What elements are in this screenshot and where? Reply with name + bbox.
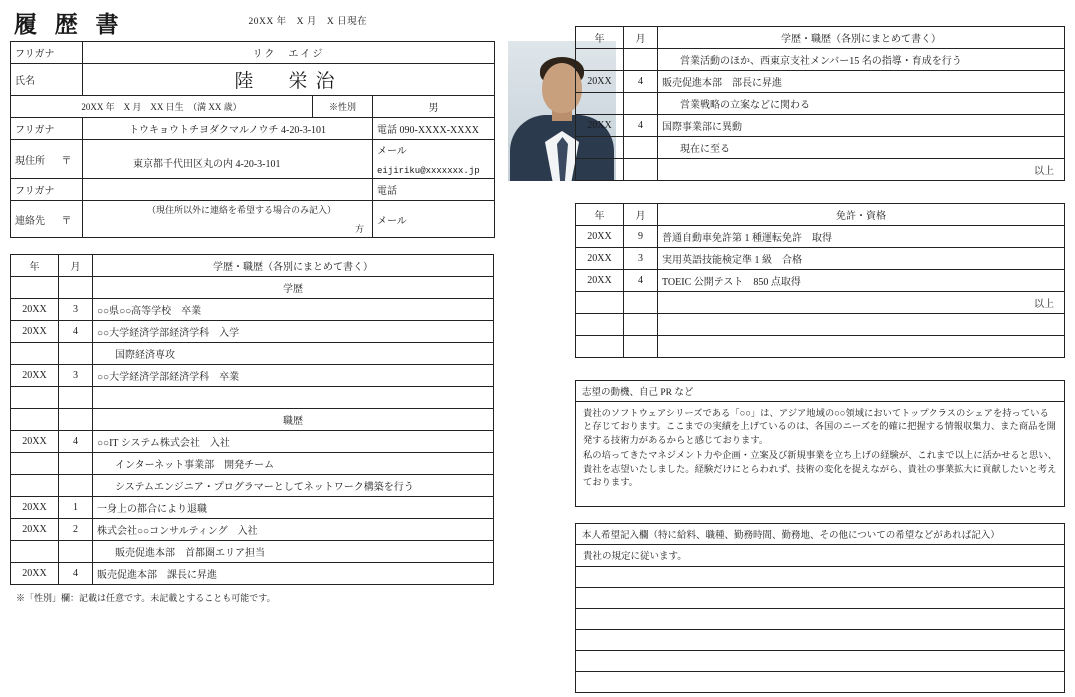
mail-value: eijiriku@xxxxxxx.jp xyxy=(377,166,480,176)
cell-year: 20XX xyxy=(576,270,624,292)
requests-lines xyxy=(576,545,1064,692)
cell-year xyxy=(576,336,624,358)
requests-line xyxy=(576,671,1064,692)
cell-month: 4 xyxy=(59,431,93,453)
cell-content: 以上 xyxy=(658,292,1065,314)
cell-year: 20XX xyxy=(576,115,624,137)
postal-mark: 〒 xyxy=(61,155,72,167)
address-value: 東京都千代田区丸の内 4-20-3-101 xyxy=(133,158,281,170)
cell-year: 20XX xyxy=(11,299,59,321)
cell-content: ○○大学経済学部経済学科 卒業 xyxy=(93,365,494,387)
cell-content: インターネット事業部 開発チーム xyxy=(93,453,494,475)
motivation-heading: 志望の動機、自己 PR など xyxy=(576,381,1064,402)
tel-value: 090-XXXX-XXXX xyxy=(399,125,479,136)
history-left-body xyxy=(11,277,494,585)
contact-mail-label: メール xyxy=(377,215,407,227)
mail-label: メール xyxy=(377,146,407,157)
motivation-paragraph: 貴社のソフトウェアシリーズである「○○」は、アジア地域の○○領域においてトップクラスのシェアを持っていると存じております。ここまでの実績を上げているのは、各国のニーズを的確に把握する情報収集力、また商品を開発する技術力があるからと感じております。 xyxy=(583,409,1056,446)
cell-year xyxy=(576,137,624,159)
cell-content: 営業戦略の立案などに関わる xyxy=(658,93,1065,115)
gender-label: ※性別 xyxy=(313,96,373,118)
cell-year xyxy=(11,409,59,431)
cell-content xyxy=(658,336,1065,358)
contact-mail-cell xyxy=(373,201,495,238)
cell-month xyxy=(624,292,658,314)
mail-cell xyxy=(373,140,495,179)
cell-year xyxy=(576,49,624,71)
cell-year: 20XX xyxy=(11,365,59,387)
table-row xyxy=(576,270,1065,292)
cell-content: TOEIC 公開テスト 850 点取得 xyxy=(658,270,1065,292)
cell-month: 2 xyxy=(59,519,93,541)
motivation-body xyxy=(576,402,1064,506)
address-value-cell xyxy=(83,140,373,179)
furigana-label: フリガナ xyxy=(11,42,83,64)
requests-line xyxy=(576,566,1064,587)
tel-cell xyxy=(373,118,495,140)
column-header-month: 月 xyxy=(624,204,658,226)
column-header-month: 月 xyxy=(59,255,93,277)
cell-content: 以上 xyxy=(658,159,1065,181)
column-header-license: 免許・資格 xyxy=(658,204,1065,226)
table-row xyxy=(11,201,495,238)
birth-date: 20XX 年 X 月 XX 日生 （満 XX 歳） xyxy=(11,96,313,118)
cell-content xyxy=(658,314,1065,336)
list-item xyxy=(576,671,1064,692)
furigana-name: リク エイジ xyxy=(83,42,495,64)
requests-line xyxy=(576,629,1064,650)
work-history-continued-table xyxy=(575,26,1065,181)
cell-month xyxy=(59,277,93,299)
requests-heading: 本人希望記入欄（特に給料、職種、勤務時間、勤務地、その他についての希望などがあれば記入） xyxy=(576,524,1064,545)
cell-month: 4 xyxy=(624,270,658,292)
address-furigana-label: フリガナ xyxy=(11,118,83,140)
cell-year xyxy=(576,314,624,336)
table-row xyxy=(11,431,494,453)
table-row xyxy=(576,137,1065,159)
applicant-name: 陸 栄治 xyxy=(83,64,495,96)
cell-content: 国際経済専攻 xyxy=(93,343,494,365)
cell-year xyxy=(576,93,624,115)
contact-note: （現住所以外に連絡を希望する場合のみ記入） xyxy=(147,205,337,215)
cell-year xyxy=(11,453,59,475)
cell-month xyxy=(624,49,658,71)
table-row xyxy=(11,64,495,96)
column-header-year: 年 xyxy=(576,27,624,49)
contact-label: 連絡先 xyxy=(15,215,45,227)
personal-info-block xyxy=(10,41,494,238)
cell-year xyxy=(11,387,59,409)
cell-content: 国際事業部に異動 xyxy=(658,115,1065,137)
table-row xyxy=(11,453,494,475)
tel-label: 電話 xyxy=(377,125,397,136)
cell-month xyxy=(59,343,93,365)
contact-furigana-label: フリガナ xyxy=(11,179,83,201)
table-row xyxy=(11,140,495,179)
page-title: 履 歴 書 xyxy=(14,12,125,37)
name-label: 氏名 xyxy=(11,64,83,96)
cell-content: 営業活動のほか、西東京支社メンバー15 名の指導・育成を行う xyxy=(658,49,1065,71)
history-right-body xyxy=(576,49,1065,181)
contact-tel-label: 電話 xyxy=(373,179,495,201)
cell-year: 20XX xyxy=(576,248,624,270)
gender-value: 男 xyxy=(373,96,495,118)
table-row xyxy=(11,118,495,140)
cell-year xyxy=(11,277,59,299)
cell-year xyxy=(11,475,59,497)
cell-year: 20XX xyxy=(11,321,59,343)
table-row xyxy=(11,179,495,201)
cell-year xyxy=(576,159,624,181)
column-header-year: 年 xyxy=(11,255,59,277)
cell-content: 株式会社○○コンサルティング 入社 xyxy=(93,519,494,541)
table-row xyxy=(11,541,494,563)
cell-year: 20XX xyxy=(576,226,624,248)
cell-month xyxy=(624,314,658,336)
table-row xyxy=(11,563,494,585)
cell-month xyxy=(59,541,93,563)
current-date-label: 20XX 年 X 月 X 日現在 xyxy=(248,17,368,27)
cell-month xyxy=(59,409,93,431)
table-row xyxy=(11,299,494,321)
column-header-content: 学歴・職歴（各別にまとめて書く） xyxy=(93,255,494,277)
list-item xyxy=(576,566,1064,587)
cell-month: 3 xyxy=(624,248,658,270)
list-item xyxy=(576,629,1064,650)
education-work-history-table xyxy=(10,254,494,585)
list-item xyxy=(576,608,1064,629)
cell-month: 4 xyxy=(624,115,658,137)
table-row xyxy=(576,159,1065,181)
header-row xyxy=(10,6,550,41)
cell-month xyxy=(624,137,658,159)
table-row xyxy=(576,71,1065,93)
address-furigana: トウキョウトチヨダクマルノウチ 4-20-3-101 xyxy=(83,118,373,140)
contact-postal-mark: 〒 xyxy=(61,215,72,227)
personal-table xyxy=(10,41,495,118)
cell-month: 4 xyxy=(59,563,93,585)
table-row xyxy=(11,475,494,497)
table-row xyxy=(576,93,1065,115)
table-header-row xyxy=(11,255,494,277)
cell-content: システムエンジニア・プログラマーとしてネットワーク構築を行う xyxy=(93,475,494,497)
table-row xyxy=(576,226,1065,248)
left-column xyxy=(10,6,550,604)
cell-year xyxy=(576,292,624,314)
list-item xyxy=(576,650,1064,671)
cell-year xyxy=(11,541,59,563)
column-header-content: 学歴・職歴（各別にまとめて書く） xyxy=(658,27,1065,49)
table-row xyxy=(576,336,1065,358)
contact-furigana-value xyxy=(83,179,373,201)
cell-content: 販売促進本部 課長に昇進 xyxy=(93,563,494,585)
requests-line xyxy=(576,650,1064,671)
cell-content xyxy=(93,387,494,409)
cell-year: 20XX xyxy=(11,519,59,541)
requests-line: 貴社の規定に従います。 xyxy=(583,552,687,563)
column-header-year: 年 xyxy=(576,204,624,226)
cell-content: 職歴 xyxy=(93,409,494,431)
table-row xyxy=(576,115,1065,137)
motivation-box xyxy=(575,380,1065,507)
cell-content: 一身上の都合により退職 xyxy=(93,497,494,519)
cell-content: 実用英語技能検定準 1 級 合格 xyxy=(658,248,1065,270)
cell-content: 普通自動車免許第 1 種運転免許 取得 xyxy=(658,226,1065,248)
cell-content: 販売促進本部 部長に昇進 xyxy=(658,71,1065,93)
cell-year xyxy=(11,343,59,365)
table-row xyxy=(11,387,494,409)
list-item xyxy=(576,545,1064,566)
cell-month xyxy=(624,93,658,115)
cell-month: 3 xyxy=(59,365,93,387)
cell-month: 3 xyxy=(59,299,93,321)
cell-content: 学歴 xyxy=(93,277,494,299)
gender-footnote: ※「性別」欄：記載は任意です。未記載とすることも可能です。 xyxy=(16,593,276,603)
cell-month: 1 xyxy=(59,497,93,519)
right-column xyxy=(575,26,1065,693)
table-row xyxy=(11,42,495,64)
cell-year: 20XX xyxy=(576,71,624,93)
cell-month: 4 xyxy=(624,71,658,93)
requests-line xyxy=(576,608,1064,629)
cell-content: 現在に至る xyxy=(658,137,1065,159)
cell-month xyxy=(624,159,658,181)
cell-year: 20XX xyxy=(11,497,59,519)
cell-content: ○○県○○高等学校 卒業 xyxy=(93,299,494,321)
address-table xyxy=(10,117,495,238)
table-row xyxy=(11,409,494,431)
table-row xyxy=(576,292,1065,314)
list-item xyxy=(576,587,1064,608)
cell-content: ○○大学経済学部経済学科 入学 xyxy=(93,321,494,343)
table-row xyxy=(11,497,494,519)
cell-month xyxy=(59,453,93,475)
table-header-row xyxy=(576,204,1065,226)
licenses-table xyxy=(575,203,1065,358)
table-header-row xyxy=(576,27,1065,49)
table-row xyxy=(11,365,494,387)
contact-suffix: 方 xyxy=(354,224,364,234)
table-row xyxy=(576,248,1065,270)
licenses-body xyxy=(576,226,1065,358)
address-label: 現住所 xyxy=(15,155,45,167)
table-row xyxy=(576,314,1065,336)
address-label-cell xyxy=(11,140,83,179)
motivation-paragraph: 私の培ってきたマネジメント力や企画・立案及び新規事業を立ち上げの経験が、これまで以上に活かせると思い、貴社を志望いたしました。経験だけにとらわれず、技術の変化を捉えながら、貴社の事業拡大に貢献したいと考えております。 xyxy=(583,451,1057,489)
table-row xyxy=(11,343,494,365)
cell-month xyxy=(624,336,658,358)
cell-month xyxy=(59,475,93,497)
cell-month xyxy=(59,387,93,409)
cell-year: 20XX xyxy=(11,563,59,585)
cell-content: 販売促進本部 首都圏エリア担当 xyxy=(93,541,494,563)
requests-box xyxy=(575,523,1065,693)
cell-year: 20XX xyxy=(11,431,59,453)
table-row xyxy=(11,519,494,541)
table-row xyxy=(576,49,1065,71)
column-header-month: 月 xyxy=(624,27,658,49)
cell-month: 9 xyxy=(624,226,658,248)
table-row xyxy=(11,277,494,299)
table-row xyxy=(11,321,494,343)
requests-line xyxy=(576,587,1064,608)
cell-month: 4 xyxy=(59,321,93,343)
contact-label-cell xyxy=(11,201,83,238)
cell-content: ○○IT システム株式会社 入社 xyxy=(93,431,494,453)
contact-note-cell xyxy=(83,201,373,238)
table-row xyxy=(11,96,495,118)
